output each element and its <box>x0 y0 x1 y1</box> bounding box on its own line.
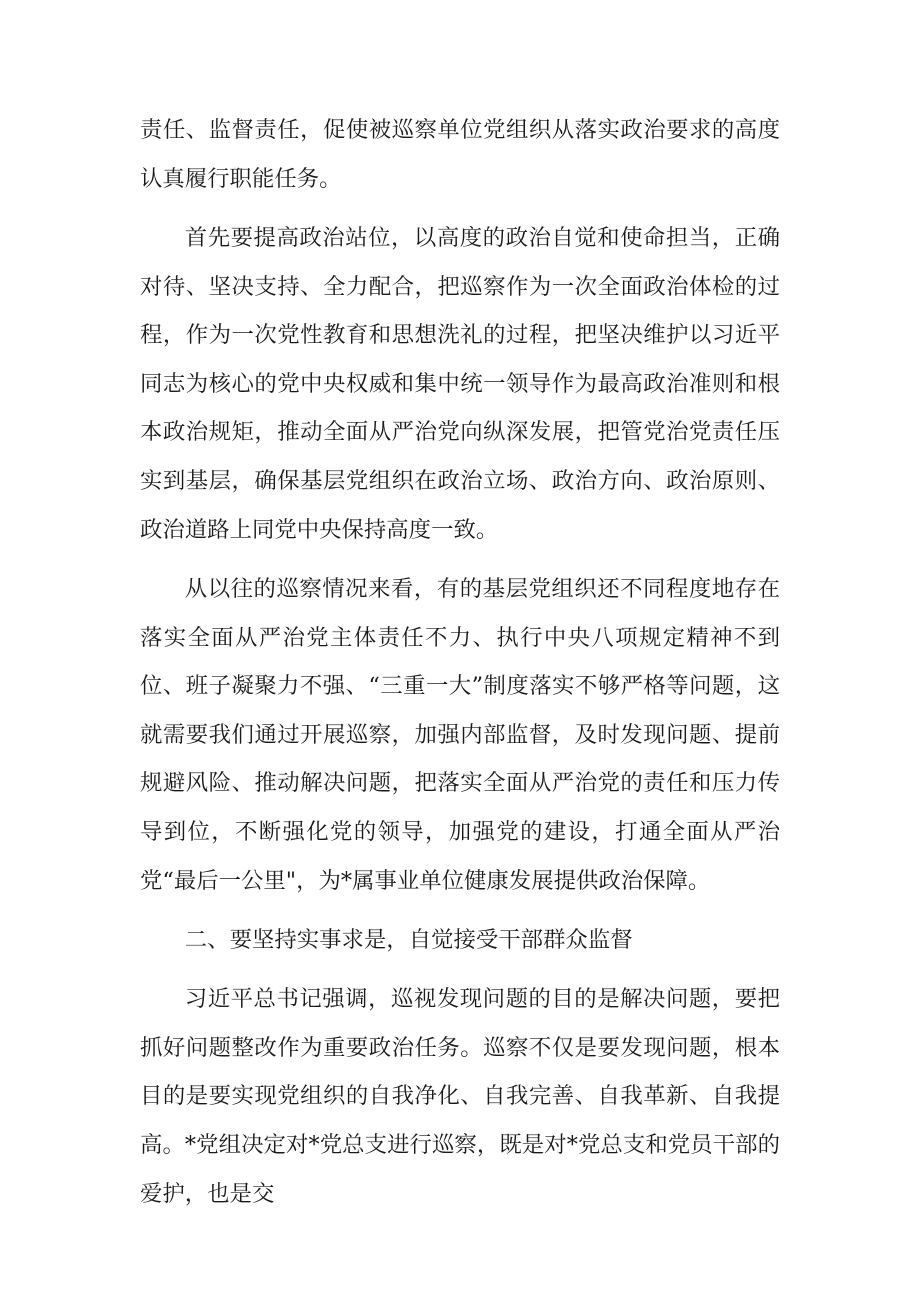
section-heading: 二、要坚持实事求是，自觉接受干部群众监督 <box>184 926 633 953</box>
paragraph-political-stance: 首先要提高政治站位，以高度的政治自觉和使命担当，正确对待、坚决支持、全力配合，把巡察作为一次全面政治体检的过程，作为一次党性教育和思想洗礼的过程，把坚决维护以习近平同志为核心的党中央权威和集中统一领导作为最高政治准则和根本政治规矩，推动全面从严治党向纵深发展，把管党治党责任压实到基层，确保基层党组织在政治立场、政治方向、政治原则、政治道路上同党中央保持高度一致。 <box>140 224 780 543</box>
paragraph-continuation: 责任、监督责任，促使被巡察单位党组织从落实政治要求的高度认真履行职能任务。 <box>140 117 780 192</box>
paragraph-rectification: 习近平总书记强调，巡视发现问题的目的是解决问题，要把抓好问题整改作为重要政治任务。巡察不仅是要发现问题，根本目的是要实现党组织的自我净化、自我完善、自我革新、自我提高。*党组决定对*党总支进行巡察，既是对*党总支和党员干部的爱护，也是交 <box>140 986 780 1207</box>
paragraph-past-inspections: 从以往的巡察情况来看，有的基层党组织还不同程度地存在落实全面从严治党主体责任不力、执行中央八项规定精神不到位、班子凝聚力不强、“三重一大”制度落实不够严格等问题，这就需要我们通过开展巡察，加强内部监督，及时发现问题、提前规避风险、推动解决问题，把落实全面从严治党的责任和压力传导到位，不断强化党的领导，加强党的建设，打通全面从严治党“最后一公里"，为*属事业单位健康发展提供政治保障。 <box>140 575 780 894</box>
document-body <box>140 106 780 1218</box>
